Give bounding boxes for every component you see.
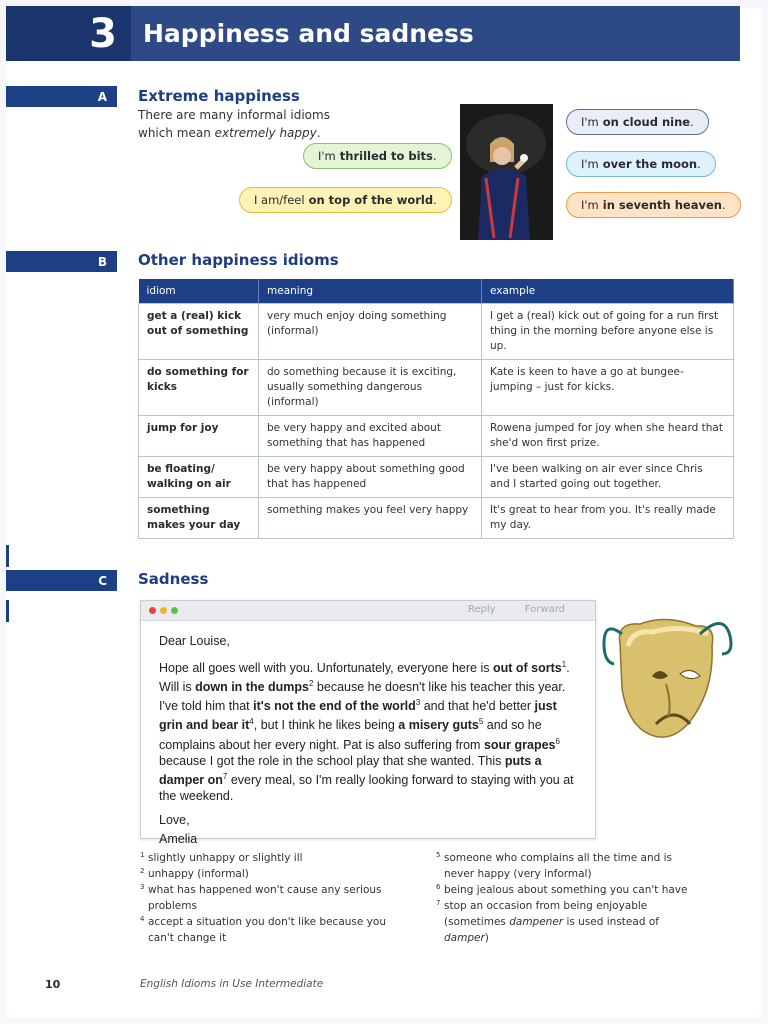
idiom-highlight: it's not the end of the world <box>253 699 416 714</box>
section-c-title: Sadness <box>138 570 209 588</box>
email-window <box>140 600 596 846</box>
idiom-bubble: I'm in seventh heaven . <box>566 192 741 218</box>
table-row <box>139 497 734 538</box>
idiom-cell: get a (real) kick out of something <box>139 303 259 359</box>
idiom-cell: something makes your day <box>139 497 259 538</box>
minimize-dot-icon[interactable] <box>160 607 167 614</box>
email-text-run: . Will is <box>159 661 570 695</box>
example-cell: It's great to hear from you. It's really made my day. <box>482 497 734 538</box>
email-text-run: because I got the role in the school play that she wanted. This <box>159 753 505 768</box>
margin-mark <box>6 600 9 622</box>
footnote-ref: 6 <box>555 736 560 746</box>
close-dot-icon[interactable] <box>149 607 156 614</box>
section-a-intro: There are many informal idioms which mean extremely happy. <box>138 108 330 140</box>
sad-mask-image <box>600 604 735 764</box>
email-sign-off: Love, <box>159 812 190 827</box>
idiom-highlight: out of sorts <box>492 661 562 676</box>
example-cell: Rowena jumped for joy when she heard that she'd won first prize. <box>482 415 734 456</box>
footnote: 5 someone who complains all the time and is never happy (very informal) <box>436 851 673 880</box>
email-text-run: Hope all goes well with you. Unfortunately, everyone here is <box>159 661 493 676</box>
idiom-highlight: sour grapes <box>483 737 556 752</box>
idiom-highlight: a misery guts <box>398 718 479 733</box>
footnote-ref: 7 <box>222 771 228 781</box>
footnote: 2 unhappy (informal) <box>140 867 249 880</box>
email-text <box>159 657 577 804</box>
unit-header <box>6 6 740 61</box>
idiom-bubble: I'm on cloud nine . <box>566 109 709 135</box>
table-row <box>139 359 734 415</box>
idiom-cell: be floating/ walking on air <box>139 456 259 497</box>
footnote: 4 accept a situation you don't like because you can't change it <box>140 915 386 944</box>
idiom-cell: jump for joy <box>139 415 259 456</box>
idiom-highlight: just grin and bear it <box>159 699 557 733</box>
unit-title: Happiness and sadness <box>143 19 474 48</box>
email-text-run: , but I think he likes being <box>253 718 399 733</box>
email-toolbar <box>141 601 595 621</box>
footnotes-right <box>436 850 704 946</box>
reply-button[interactable]: Reply <box>467 604 496 615</box>
idiom-bubble: I'm over the moon . <box>566 151 716 177</box>
footnote: 7 stop an occasion from being enjoyable (sometimes dampener is used instead of damper) <box>436 899 659 944</box>
idioms-table <box>138 279 734 539</box>
idiom-cell: do something for kicks <box>139 359 259 415</box>
footnote-ref: 3 <box>415 698 421 708</box>
book-title: English Idioms in Use Intermediate <box>140 978 324 990</box>
table-header-row <box>139 279 734 303</box>
table-row <box>139 456 734 497</box>
meaning-cell: be very happy and excited about something that has happened <box>259 415 482 456</box>
email-text-run: and that he'd better <box>420 699 535 714</box>
footnote: 6 being jealous about something you can't have <box>436 883 688 896</box>
meaning-cell: be very happy about something good that has happened <box>259 456 482 497</box>
section-a-title: Extreme happiness <box>138 87 300 105</box>
email-signature: Amelia <box>159 831 198 846</box>
idiom-bubble: I am/feel on top of the world . <box>239 187 452 213</box>
table-row <box>139 415 734 456</box>
section-a-marker: A <box>6 86 117 107</box>
section-b-title: Other happiness idioms <box>138 251 339 269</box>
example-cell: I get a (real) kick out of going for a run first thing in the morning before anyone else is up. <box>482 303 734 359</box>
page-number: 10 <box>45 978 61 991</box>
email-body <box>141 621 595 862</box>
footnotes-left <box>140 850 400 946</box>
footnote-ref: 4 <box>249 717 254 727</box>
meaning-cell: do something because it is exciting, usually something dangerous (informal) <box>259 359 482 415</box>
maximize-dot-icon[interactable] <box>171 607 178 614</box>
idiom-highlight: down in the dumps <box>195 680 309 695</box>
example-cell: Kate is keen to have a go at bungee-jumping – just for kicks. <box>482 359 734 415</box>
idiom-highlight: puts a damper on <box>159 753 542 787</box>
example-cell: I've been walking on air ever since Chris and I started going out together. <box>482 456 734 497</box>
unit-number: 3 <box>6 6 131 61</box>
meaning-cell: something makes you feel very happy <box>259 497 482 538</box>
column-header: example <box>482 279 734 303</box>
column-header: idiom <box>139 279 259 303</box>
footnote-ref: 1 <box>561 660 567 669</box>
email-text-run: every meal, so I'm really looking forward to staying with you at the weekend. <box>159 772 574 803</box>
email-text-run: because he doesn't like his teacher this year. I've told him that <box>159 680 566 714</box>
email-greeting: Dear Louise, <box>159 634 230 648</box>
meaning-cell: very much enjoy doing something (informal) <box>259 303 482 359</box>
column-header: meaning <box>259 279 482 303</box>
footnote-ref: 2 <box>309 679 314 689</box>
footnote: 1 slightly unhappy or slightly ill <box>140 851 303 864</box>
footnote-ref: 5 <box>478 717 484 727</box>
margin-mark <box>6 545 9 567</box>
forward-button[interactable]: Forward <box>524 604 565 615</box>
idiom-bubble: I'm thrilled to bits . <box>303 143 452 169</box>
section-b-marker: B <box>6 251 117 272</box>
section-c-marker: C <box>6 570 117 591</box>
email-text-run: and so he complains about her every night. Pat is also suffering from <box>159 718 542 752</box>
table-row <box>139 303 734 359</box>
footnote: 3 what has happened won't cause any serious problems <box>140 883 382 912</box>
celebrating-girl-photo <box>460 104 553 240</box>
